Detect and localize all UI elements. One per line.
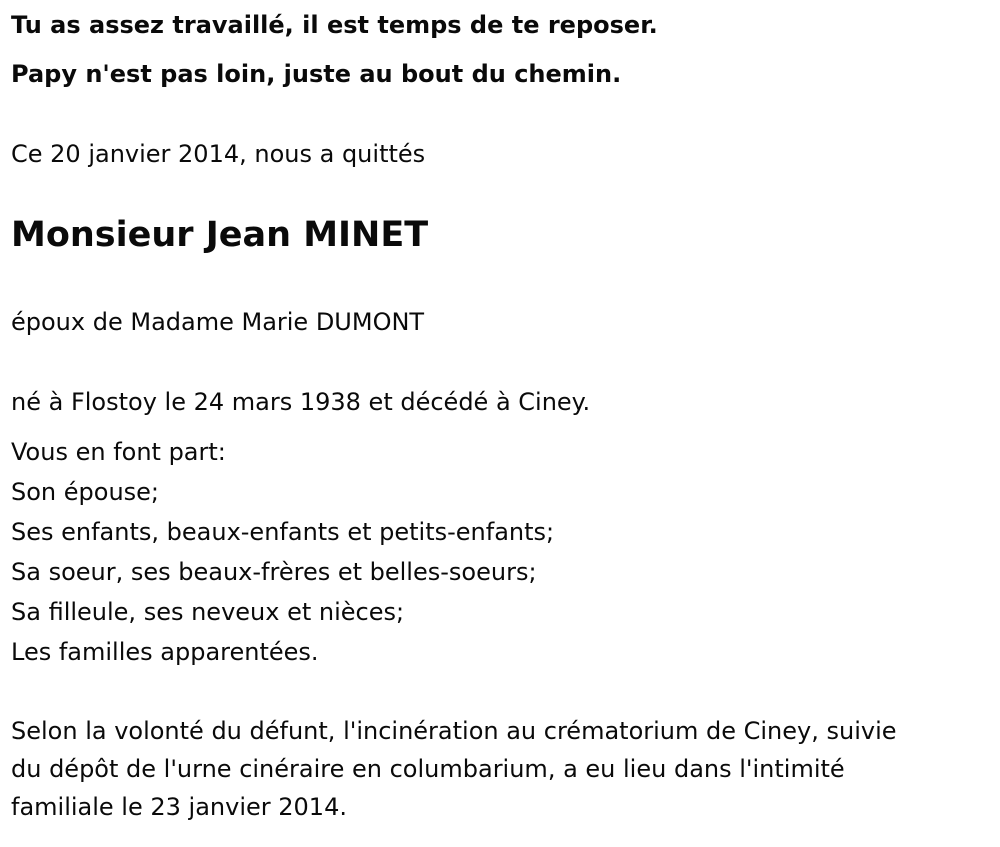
announcement-heading: Vous en font part:: [11, 438, 226, 466]
deceased-name: Monsieur Jean MINET: [11, 215, 429, 255]
poem-line-2: Papy n'est pas loin, juste au bout du chemin.: [11, 60, 622, 88]
spouse-line: époux de Madame Marie DUMONT: [11, 308, 425, 336]
family-item: Les familles apparentées.: [11, 638, 319, 666]
closing-paragraph: [11, 712, 996, 826]
birth-death-line: né à Flostoy le 24 mars 1938 et décédé à Ciney.: [11, 388, 591, 416]
family-item: Ses enfants, beaux-enfants et petits-enfants;: [11, 518, 555, 546]
family-item: Sa filleule, ses neveux et nièces;: [11, 598, 405, 626]
poem-line-1: Tu as assez travaillé, il est temps de te reposer.: [11, 11, 658, 39]
family-item: Son épouse;: [11, 478, 160, 506]
family-item: Sa soeur, ses beaux-frères et belles-soeurs;: [11, 558, 537, 586]
intro-text: Ce 20 janvier 2014, nous a quittés: [11, 140, 426, 168]
closing-line: familiale le 23 janvier 2014.: [11, 793, 347, 821]
closing-line: du dépôt de l'urne cinéraire en columbarium, a eu lieu dans l'intimité: [11, 755, 845, 783]
closing-line: Selon la volonté du défunt, l'incinération au crématorium de Ciney, suivie: [11, 717, 897, 745]
